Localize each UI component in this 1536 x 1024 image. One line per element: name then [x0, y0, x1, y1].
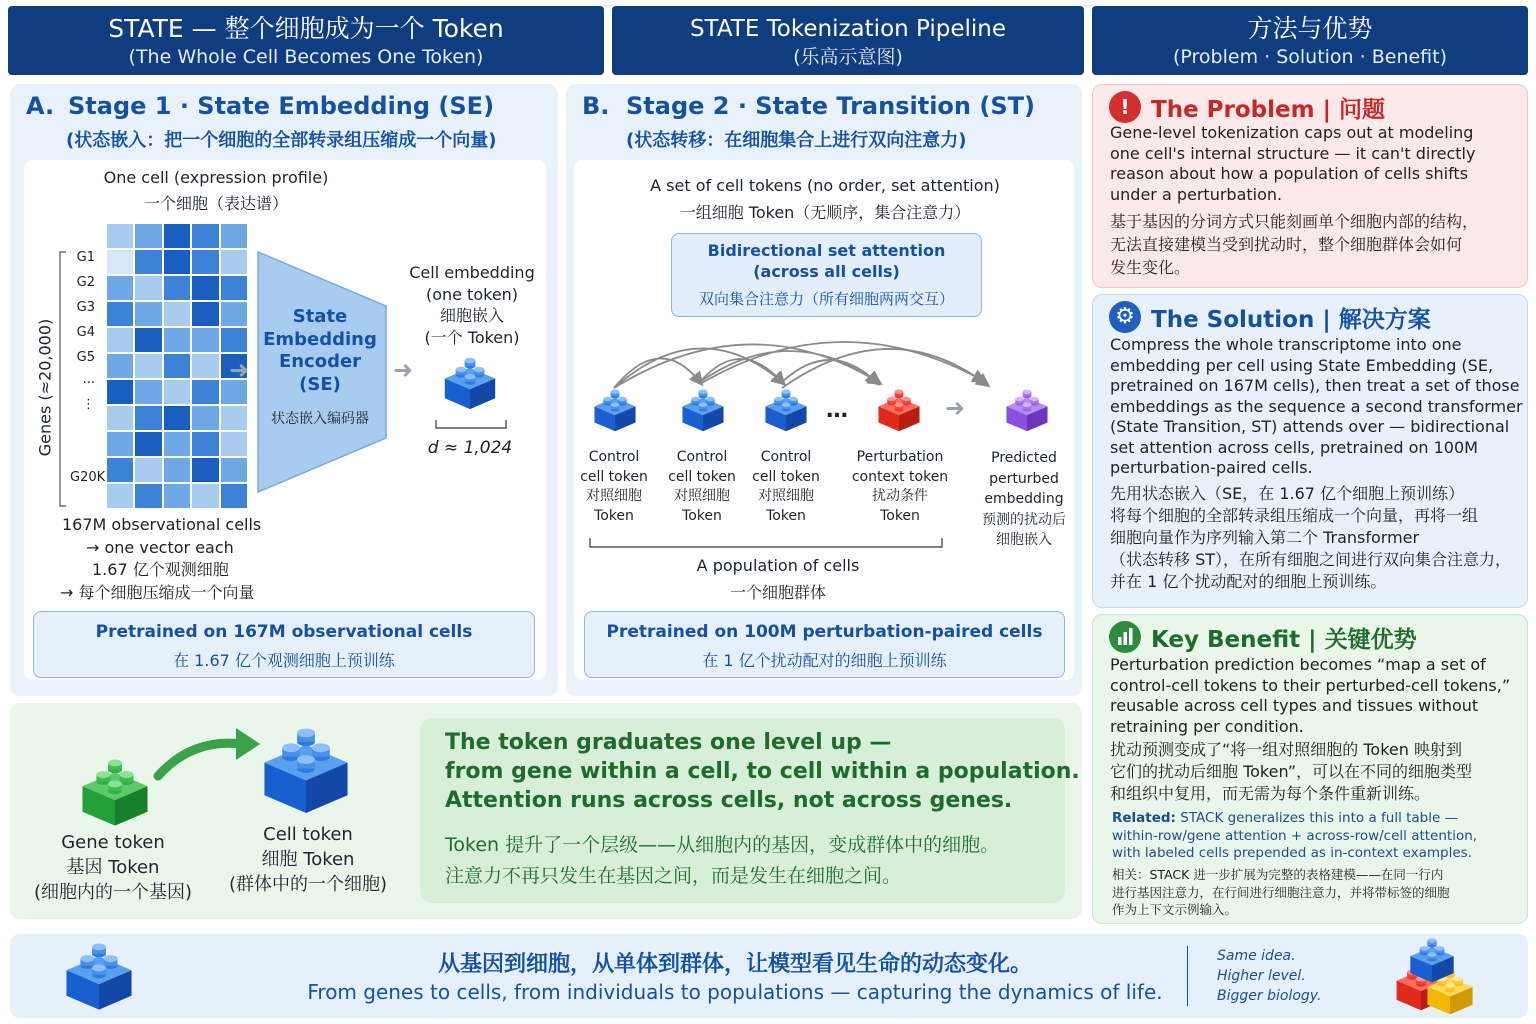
- row-label: G2: [76, 275, 95, 290]
- header-method-subtitle: (Problem · Solution · Benefit): [1172, 46, 1447, 68]
- token-label: [974, 448, 1074, 551]
- cell-token-brick-icon: [258, 724, 354, 816]
- heatmap-cell: [135, 484, 161, 508]
- gene-token-brick-icon: [78, 756, 152, 828]
- heatmap-cell: [192, 484, 218, 508]
- heatmap-cell: [164, 432, 190, 456]
- related-zh-line: 相关：STACK 进一步扩展为完整的表格建模——在同一行内: [1112, 867, 1444, 882]
- related-zh-line: 进行基因注意力，在行间进行细胞注意力，并将带标签的细胞: [1112, 884, 1450, 900]
- heatmap-cell: [221, 458, 247, 482]
- set-label-zh: 一组细胞 Token（无顺序，集合注意力）: [679, 203, 971, 222]
- token-label-line: cell token: [752, 468, 820, 485]
- problem-en-line: reason about how a population of cells shifts: [1110, 164, 1469, 183]
- solution-zh: [1110, 483, 1511, 593]
- heatmap-cell: [164, 328, 190, 352]
- heatmap-cell: [164, 250, 190, 274]
- heatmap-cell: [135, 328, 161, 352]
- stage-a-title: Stage 1 · State Embedding (SE): [68, 92, 495, 120]
- heatmap-cell: [107, 328, 133, 352]
- row-label: G4: [76, 325, 95, 340]
- heatmap-cell: [192, 328, 218, 352]
- cell-token-label: [218, 822, 398, 897]
- heatmap-cell: [221, 276, 247, 300]
- encoder-zh: 状态嵌入编码器: [271, 411, 369, 427]
- heatmap-cell: [164, 302, 190, 326]
- obs-line: → one vector each: [86, 537, 234, 557]
- header-method-title: 方法与优势: [1247, 14, 1373, 43]
- graduate-zh: [445, 830, 999, 892]
- heatmap-cell: [107, 406, 133, 430]
- expression-heatmap: [107, 224, 250, 508]
- attention-zh: 双向集合注意力（所有细胞两两交互）: [698, 290, 954, 308]
- stage-b-banner-en: Pretrained on 100M perturbation-paired cells: [606, 622, 1043, 642]
- footer-tagline: [1217, 946, 1321, 1006]
- heatmap-cell: [221, 250, 247, 274]
- stage-a-banner-zh: 在 1.67 亿个观测细胞上预训练: [173, 651, 395, 670]
- token-label: [662, 448, 742, 526]
- problem-en-line: under a perturbation.: [1110, 184, 1283, 204]
- headline-line: from gene within a cell, to cell within a population.: [445, 759, 1080, 784]
- gear-icon: ⚙: [1109, 301, 1141, 333]
- stage-a-letter: A.: [26, 92, 55, 120]
- solution-en-line: Compress the whole transcriptome into one: [1110, 335, 1462, 354]
- footer-zh: 从基因到细胞，从单体到群体，让模型看见生命的动态变化。: [437, 952, 1032, 977]
- population-zh: 一个细胞群体: [729, 583, 826, 602]
- heatmap-cell: [192, 224, 218, 248]
- token-label-line: 对照细胞: [758, 488, 814, 504]
- problem-zh: [1110, 210, 1478, 279]
- heatmap-cell: [192, 276, 218, 300]
- related-en: [1112, 810, 1477, 863]
- problem-zh-line: 基于基因的分词方式只能刻画单个细胞内部的结构，: [1110, 212, 1479, 231]
- arrow-icon: ➜: [393, 356, 414, 384]
- token-label-line: 对照细胞: [586, 488, 642, 504]
- benefit-en-line: control-cell tokens to their perturbed-cell tokens,”: [1110, 675, 1511, 695]
- token-label-line: 对照细胞: [674, 488, 730, 504]
- tagline-line: Same idea.: [1217, 948, 1296, 964]
- token-label-line: Control: [760, 449, 812, 465]
- row-label: ⋮: [82, 397, 95, 412]
- solution-en-line: embeddings as the sequence a second transformer: [1110, 396, 1523, 416]
- heatmap-cell: [164, 406, 190, 430]
- heatmap-cell: [192, 406, 218, 430]
- heatmap-cell: [221, 432, 247, 456]
- encoder-line: State: [292, 306, 348, 327]
- token-label-line: Token: [880, 507, 920, 524]
- token-label-line: Perturbation: [856, 449, 944, 465]
- solution-zh-line: 并在 1 亿个扰动配对的细胞上预训练。: [1110, 572, 1387, 591]
- control-token-brick-icon: [764, 384, 808, 436]
- heatmap-cell: [221, 224, 247, 248]
- related-zh: [1112, 866, 1450, 919]
- heatmap-cell: [192, 250, 218, 274]
- related-label: Related:: [1112, 810, 1176, 826]
- stage-b-pretrain-banner: [584, 611, 1065, 678]
- heatmap-cell: [164, 354, 190, 378]
- heatmap-cell: [164, 224, 190, 248]
- obs-line: → 每个细胞压缩成一个向量: [60, 582, 255, 602]
- dim-bracket: [434, 418, 508, 430]
- encoder-label: [260, 306, 380, 396]
- heatmap-cell: [221, 406, 247, 430]
- token-label: [574, 448, 654, 526]
- solution-en-line: set attention across cells, pretrained on 100M: [1110, 437, 1478, 457]
- solution-en-line: perturbation-paired cells.: [1110, 458, 1313, 477]
- population-bracket: [588, 536, 944, 550]
- obs-cells-label: [58, 514, 261, 604]
- token-label-line: 扰动条件: [872, 488, 928, 504]
- heatmap-cell: [221, 484, 247, 508]
- stage-b-letter: B.: [582, 92, 610, 120]
- heatmap-cell: [192, 432, 218, 456]
- stage-a-banner-en: Pretrained on 167M observational cells: [95, 622, 473, 642]
- row-label: G20K: [70, 470, 106, 485]
- graduate-zh-line: 注意力不再只发生在基因之间，而是发生在细胞之间。: [445, 865, 902, 887]
- row-label: G3: [76, 300, 95, 315]
- token-label-line: cell token: [668, 468, 736, 485]
- cell-token-line: 细胞 Token: [261, 849, 355, 870]
- heatmap-cell: [107, 484, 133, 508]
- problem-en-line: one cell's internal structure — it can't directly: [1110, 143, 1476, 163]
- heatmap-cell: [192, 458, 218, 482]
- related-en-line: within-row/gene attention + across-row/cell attention,: [1112, 827, 1478, 844]
- heatmap-cell: [135, 302, 161, 326]
- footer-divider: [1187, 946, 1188, 1006]
- related-en-line: with labeled cells prepended as in-context examples.: [1112, 845, 1472, 861]
- solution-zh-line: （状态转移 ST），在所有细胞之间进行双向集合注意力，: [1110, 550, 1512, 569]
- headline-line: Attention runs across cells, not across genes.: [445, 788, 1013, 813]
- benefit-en: [1110, 655, 1510, 737]
- embed-line: Cell embedding: [409, 263, 535, 282]
- header-main: [8, 6, 604, 75]
- embed-line: (one token): [425, 284, 519, 304]
- heatmap-cell: [107, 250, 133, 274]
- benefit-en-line: Perturbation prediction becomes “map a set of: [1110, 655, 1486, 674]
- perturbation-token-brick-icon: [877, 384, 921, 436]
- heatmap-cell: [164, 458, 190, 482]
- set-label-en: A set of cell tokens (no order, set attention): [650, 176, 1000, 195]
- gene-token-label: [28, 830, 198, 905]
- gene-token-line: Gene token: [61, 832, 165, 853]
- heatmap-cell: [135, 458, 161, 482]
- token-label-line: Token: [766, 507, 806, 524]
- heatmap-cell: [164, 276, 190, 300]
- stage-b-subtitle: (状态转移：在细胞集合上进行双向注意力): [626, 130, 967, 151]
- problem-zh-line: 发生变化。: [1110, 258, 1191, 277]
- solution-en-line: (State Transition, ST) attends over — bidirectional: [1110, 417, 1510, 436]
- benefit-zh: [1110, 739, 1472, 805]
- cell-label-zh: 一个细胞（表达谱）: [143, 194, 288, 213]
- benefit-en-line: retraining per condition.: [1110, 716, 1304, 736]
- cell-embedding-brick-icon: [443, 354, 497, 412]
- related-en-line: STACK generalizes this into a full table —: [1175, 810, 1459, 826]
- stacked-bricks-icon: [1394, 936, 1484, 1016]
- solution-zh-line: 细胞向量作为序列输入第二个 Transformer: [1110, 528, 1420, 547]
- stage-a-subtitle: (状态嵌入：把一个细胞的全部转录组压缩成一个向量): [66, 130, 497, 151]
- related-zh-line: 作为上下文示例输入。: [1112, 902, 1238, 917]
- cell-token-line: Cell token: [263, 824, 353, 845]
- solution-zh-line: 将每个细胞的全部转录组压缩成一个向量，再将一组: [1110, 506, 1479, 525]
- heatmap-cell: [192, 302, 218, 326]
- token-label-line: embedding: [984, 491, 1064, 507]
- attention-label: [671, 240, 982, 282]
- heatmap-cell: [135, 432, 161, 456]
- encoder-line: (SE): [299, 373, 341, 395]
- genes-axis-label: Genes (≈20,000): [35, 318, 55, 457]
- heatmap-cell: [135, 250, 161, 274]
- arrow-icon: ➜: [945, 394, 966, 422]
- header-main-subtitle: (The Whole Cell Becomes One Token): [128, 46, 484, 68]
- heatmap-cell: [192, 380, 218, 404]
- row-label: ...: [82, 372, 95, 387]
- cell-embedding-label: [404, 262, 540, 348]
- heatmap-cell: [107, 380, 133, 404]
- solution-en-line: embedding per cell using State Embedding (SE,: [1110, 355, 1494, 375]
- stage-a-pretrain-banner: [33, 611, 535, 678]
- encoder-line: Embedding: [263, 328, 377, 350]
- heatmap-cell: [107, 458, 133, 482]
- problem-en-line: Gene-level tokenization caps out at modeling: [1110, 123, 1474, 142]
- token-label: [746, 448, 826, 526]
- heatmap-cell: [135, 380, 161, 404]
- token-label-line: Token: [682, 507, 722, 524]
- stage-b-title: Stage 2 · State Transition (ST): [626, 92, 1035, 120]
- tagline-line: Bigger biology.: [1217, 988, 1322, 1004]
- token-label-line: Control: [676, 449, 728, 465]
- row-label: G1: [76, 250, 95, 265]
- footer-brick-icon: [56, 940, 142, 1012]
- cell-token-line: (群体中的一个细胞): [228, 874, 388, 895]
- token-label-line: Token: [594, 507, 634, 524]
- bar-chart-glyph: [1109, 621, 1141, 653]
- benefit-title: Key Benefit | 关键优势: [1151, 627, 1417, 653]
- encoder-line: Encoder: [278, 351, 362, 372]
- header-pipeline-title: STATE Tokenization Pipeline: [689, 16, 1007, 42]
- token-label-line: context token: [851, 468, 949, 485]
- heatmap-cell: [107, 302, 133, 326]
- graduate-arrow: [152, 724, 262, 784]
- obs-line: 167M observational cells: [62, 515, 262, 534]
- token-label-line: perturbed: [989, 470, 1059, 487]
- embed-line: (一个 Token): [424, 327, 520, 347]
- heatmap-cell: [221, 302, 247, 326]
- graduate-zh-line: Token 提升了一个层级——从细胞内的基因，变成群体中的细胞。: [445, 834, 1000, 856]
- arrow-icon: ➜: [229, 356, 250, 384]
- token-label-line: cell token: [580, 468, 648, 485]
- benefit-zh-line: 和组织中复用，而无需为每个条件重新训练。: [1110, 784, 1431, 803]
- ellipsis: …: [826, 398, 848, 423]
- bar-chart-icon: [1109, 621, 1141, 653]
- embed-line: 细胞嵌入: [439, 306, 504, 325]
- problem-zh-line: 无法直接建模当受到扰动时，整个细胞群体会如何: [1110, 235, 1463, 254]
- header-pipeline-subtitle: (乐高示意图): [793, 46, 903, 68]
- obs-line: 1.67 亿个观测细胞: [92, 560, 229, 579]
- solution-en: [1110, 335, 1523, 479]
- heatmap-cell: [107, 432, 133, 456]
- token-label-line: Predicted: [991, 450, 1057, 466]
- predicted-token-brick-icon: [1005, 384, 1049, 436]
- heatmap-cell: [107, 276, 133, 300]
- benefit-en-line: reusable across cell types and tissues without: [1110, 696, 1479, 715]
- problem-en: [1110, 123, 1475, 205]
- cell-label-en: One cell (expression profile): [103, 168, 329, 187]
- attention-line: Bidirectional set attention: [707, 241, 946, 260]
- headline-line: The token graduates one level up —: [445, 730, 892, 755]
- warning-icon: !: [1109, 91, 1141, 123]
- control-token-brick-icon: [593, 384, 637, 436]
- footer-en: From genes to cells, from individuals to populations — capturing the dynamics of life.: [307, 980, 1163, 1004]
- header-main-title: STATE — 整个细胞成为一个 Token: [108, 14, 504, 43]
- token-label-line: Control: [588, 449, 640, 465]
- heatmap-cell: [221, 328, 247, 352]
- header-method: [1092, 6, 1528, 75]
- heatmap-cell: [164, 484, 190, 508]
- heatmap-cell: [107, 224, 133, 248]
- token-label: [843, 448, 957, 526]
- heatmap-cell: [135, 224, 161, 248]
- solution-title: The Solution | 解决方案: [1151, 307, 1431, 333]
- dim-label: d ≈ 1,024: [427, 438, 513, 458]
- heatmap-cell: [107, 354, 133, 378]
- benefit-zh-line: 扰动预测变成了“将一组对照细胞的 Token 映射到: [1110, 740, 1462, 759]
- solution-en-line: pretrained on 167M cells), then treat a set of those: [1110, 376, 1520, 395]
- attention-arcs: [590, 312, 1010, 392]
- heatmap-cell: [192, 354, 218, 378]
- problem-title: The Problem | 问题: [1151, 97, 1385, 123]
- heatmap-cell: [135, 354, 161, 378]
- token-label-line: 预测的扰动后: [982, 511, 1066, 528]
- benefit-zh-line: 它们的扰动后细胞 Token”，可以在不同的细胞类型: [1110, 762, 1473, 781]
- tagline-line: Higher level.: [1217, 968, 1306, 984]
- token-label-line: 细胞嵌入: [996, 532, 1052, 548]
- gene-token-line: (细胞内的一个基因): [33, 882, 193, 903]
- control-token-brick-icon: [681, 384, 725, 436]
- stage-b-banner-zh: 在 1 亿个扰动配对的细胞上预训练: [702, 651, 947, 670]
- population-en: A population of cells: [696, 556, 860, 575]
- graduate-headline: [445, 728, 1080, 815]
- heatmap-cell: [135, 406, 161, 430]
- attention-line: (across all cells): [753, 262, 900, 281]
- header-pipeline: [612, 6, 1084, 75]
- row-label: G5: [76, 350, 95, 365]
- heatmap-cell: [135, 276, 161, 300]
- heatmap-cell: [164, 380, 190, 404]
- gene-token-line: 基因 Token: [66, 857, 160, 878]
- solution-zh-line: 先用状态嵌入（SE，在 1.67 亿个细胞上预训练）: [1110, 484, 1465, 503]
